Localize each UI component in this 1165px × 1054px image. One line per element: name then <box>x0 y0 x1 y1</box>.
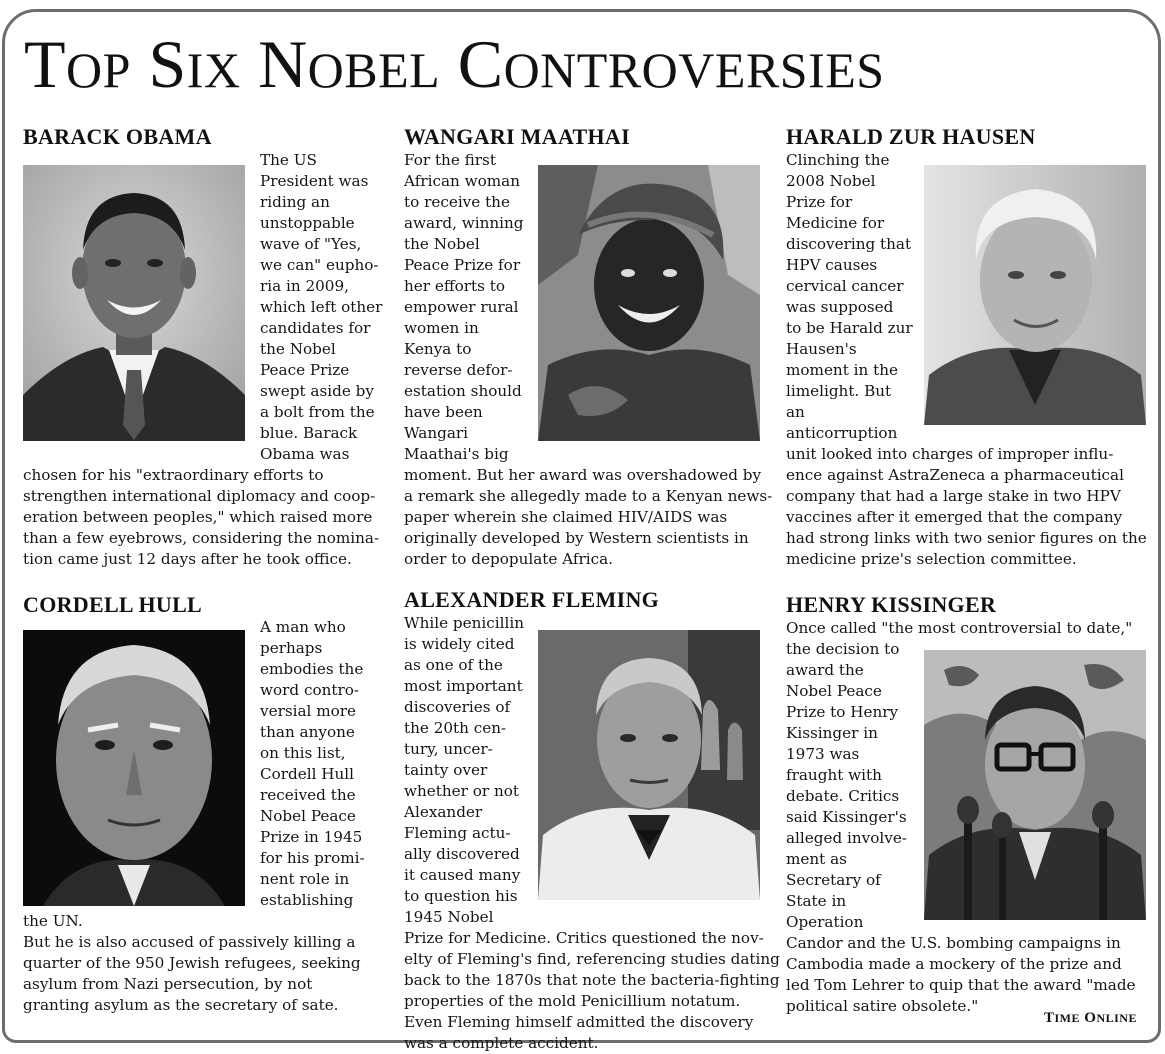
text-line: was a complete accident. <box>404 1034 599 1052</box>
text-line: an <box>786 403 805 421</box>
article-text-henry-kissinger <box>0 618 1136 1017</box>
text-line: Operation <box>786 913 864 931</box>
page-title <box>24 26 885 108</box>
text-line: candidates for <box>260 319 371 337</box>
text-line: order to depopulate Africa. <box>404 550 614 568</box>
text-line: nent role in <box>260 870 350 888</box>
text-line: anticorruption <box>786 424 898 442</box>
source-smallcaps: TIME ONLINE <box>1044 1010 1137 1026</box>
heading-harald-zur-hausen: HARALD ZUR HAUSEN <box>786 124 1036 149</box>
text-line: for his promi- <box>260 849 365 867</box>
text-line: HPV causes <box>786 256 878 274</box>
text-line: a remark she allegedly made to a Kenyan news- <box>404 487 773 505</box>
text-line: elty of Fleming's find, referencing studies dating <box>404 950 780 968</box>
text-line: award, winning <box>404 214 524 232</box>
source-credit <box>1044 1010 1137 1027</box>
text-line: tainty over <box>404 761 488 779</box>
text-line: Even Fleming himself admitted the discovery <box>404 1013 754 1031</box>
article-text-harald-zur-hausen <box>0 150 1147 570</box>
text-line: While penicillin <box>404 614 524 632</box>
text-line: company that had a large stake in two HPV <box>786 487 1121 505</box>
heading-wangari-maathai: WANGARI MAATHAI <box>404 124 630 149</box>
text-line: limelight. But <box>786 382 892 400</box>
text-line: swept aside by <box>260 382 374 400</box>
text-line: Prize in 1945 <box>260 828 363 846</box>
text-line: For the first <box>404 151 496 169</box>
text-line: back to the 1870s that note the bacteria-fighting <box>404 971 780 989</box>
text-line: reverse defor- <box>404 361 513 379</box>
text-line: Cordell Hull <box>260 765 355 783</box>
text-line: award the <box>786 661 864 679</box>
heading-barack-obama: BARACK OBAMA <box>23 124 212 149</box>
text-line: establishing <box>260 891 354 909</box>
text-line: than a few eyebrows, considering the nomina- <box>23 529 380 547</box>
text-line: the 20th cen- <box>404 719 507 737</box>
text-line: have been <box>404 403 483 421</box>
text-line: 2008 Nobel <box>786 172 876 190</box>
text-line: ally discovered <box>404 845 520 863</box>
text-line: than anyone <box>260 723 355 741</box>
text-line: discovering that <box>786 235 912 253</box>
text-line: embodies the <box>260 660 364 678</box>
title-smallcaps: TOP SIX NOBEL CONTROVERSIES <box>24 26 885 102</box>
text-line: discoveries of <box>404 698 511 716</box>
text-line: debate. Critics <box>786 787 900 805</box>
text-line: Clinching the <box>786 151 890 169</box>
text-line: we can" eupho- <box>260 256 379 274</box>
text-line: perhaps <box>260 639 323 657</box>
heading-cordell-hull: CORDELL HULL <box>23 592 203 617</box>
text-line: her efforts to <box>404 277 506 295</box>
text-line: Prize to Henry <box>786 703 899 721</box>
text-line: 1945 Nobel <box>404 908 494 926</box>
text-line: Medicine for <box>786 214 885 232</box>
text-line: the Nobel <box>404 235 480 253</box>
text-line: medicine prize's selection committee. <box>786 550 1077 568</box>
text-line: whether or not <box>404 782 519 800</box>
text-line: unstoppable <box>260 214 355 232</box>
text-line: Peace Prize <box>260 361 350 379</box>
text-line: as one of the <box>404 656 503 674</box>
text-line: versial more <box>260 702 357 720</box>
text-line: Kenya to <box>404 340 472 358</box>
text-line: a bolt from the <box>260 403 375 421</box>
text-line: Nobel Peace <box>786 682 882 700</box>
text-line: wave of "Yes, <box>260 235 362 253</box>
text-line: alleged involve- <box>786 829 907 847</box>
text-line: strengthen international diplomacy and coop- <box>23 487 376 505</box>
text-line: Prize for <box>786 193 853 211</box>
text-line: asylum from Nazi persecution, by not <box>23 975 313 993</box>
text-line: most important <box>404 677 523 695</box>
text-line: Cambodia made a mockery of the prize and <box>786 955 1122 973</box>
text-line: on this list, <box>260 744 346 762</box>
text-line: Secretary of <box>786 871 881 889</box>
text-line: Fleming actu- <box>404 824 511 842</box>
text-line: paper wherein she claimed HIV/AIDS was <box>404 508 728 526</box>
text-line: tion came just 12 days after he took office. <box>23 550 352 568</box>
text-line: to receive the <box>404 193 510 211</box>
text-line: cervical cancer <box>786 277 904 295</box>
text-line: eration between peoples," which raised more <box>23 508 373 526</box>
text-line: ria in 2009, <box>260 277 349 295</box>
text-line: But he is also accused of passively killing a <box>23 933 356 951</box>
text-line: received the <box>260 786 356 804</box>
text-line: Alexander <box>404 803 483 821</box>
text-line: unit looked into charges of improper influ- <box>786 445 1114 463</box>
text-line: is widely cited <box>404 635 515 653</box>
text-line: tury, uncer- <box>404 740 493 758</box>
text-line: properties of the mold Penicillium notatum. <box>404 992 741 1010</box>
text-line: moment. But her award was overshadowed by <box>404 466 762 484</box>
text-line: granting asylum as the secretary of sate. <box>23 996 339 1014</box>
text-line: Hausen's <box>786 340 857 358</box>
text-line: was supposed <box>786 298 894 316</box>
text-line: Kissinger in <box>786 724 878 742</box>
text-line: moment in the <box>786 361 898 379</box>
text-line: empower rural <box>404 298 519 316</box>
text-line: Prize for Medicine. Critics questioned the nov- <box>404 929 764 947</box>
text-line: which left other <box>260 298 383 316</box>
heading-henry-kissinger: HENRY KISSINGER <box>786 592 997 617</box>
text-line: had strong links with two senior figures on the <box>786 529 1147 547</box>
text-line: to question his <box>404 887 518 905</box>
text-line: State in <box>786 892 847 910</box>
text-line: word contro- <box>260 681 360 699</box>
text-line: political satire obsolete." <box>786 997 979 1015</box>
text-line: Once called "the most controversial to date," <box>786 619 1133 637</box>
text-line: led Tom Lehrer to quip that the award "made <box>786 976 1136 994</box>
text-line: estation should <box>404 382 522 400</box>
text-line: ence against AstraZeneca a pharmaceutical <box>786 466 1124 484</box>
text-line: Peace Prize for <box>404 256 521 274</box>
text-line: Obama was <box>260 445 350 463</box>
text-line: originally developed by Western scientists in <box>404 529 749 547</box>
text-line: chosen for his "extraordinary efforts to <box>23 466 324 484</box>
text-line: it caused many <box>404 866 521 884</box>
text-line: quarter of the 950 Jewish refugees, seeking <box>23 954 361 972</box>
text-line: the decision to <box>786 640 900 658</box>
text-line: The US <box>260 151 317 169</box>
text-line: Nobel Peace <box>260 807 356 825</box>
text-line: women in <box>404 319 479 337</box>
text-line: fraught with <box>786 766 882 784</box>
text-line: Wangari <box>404 424 469 442</box>
text-line: 1973 was <box>786 745 860 763</box>
text-line: the UN. <box>23 912 83 930</box>
text-line: ment as <box>786 850 847 868</box>
text-line: to be Harald zur <box>786 319 913 337</box>
text-line: A man who <box>260 618 346 636</box>
text-line: said Kissinger's <box>786 808 907 826</box>
text-line: Candor and the U.S. bombing campaigns in <box>786 934 1121 952</box>
text-line: Maathai's big <box>404 445 509 463</box>
text-line: riding an <box>260 193 330 211</box>
text-line: blue. Barack <box>260 424 358 442</box>
text-line: President was <box>260 172 369 190</box>
text-line: vaccines after it emerged that the company <box>786 508 1123 526</box>
text-line: the Nobel <box>260 340 336 358</box>
text-line: African woman <box>404 172 520 190</box>
heading-alexander-fleming: ALEXANDER FLEMING <box>404 587 660 612</box>
